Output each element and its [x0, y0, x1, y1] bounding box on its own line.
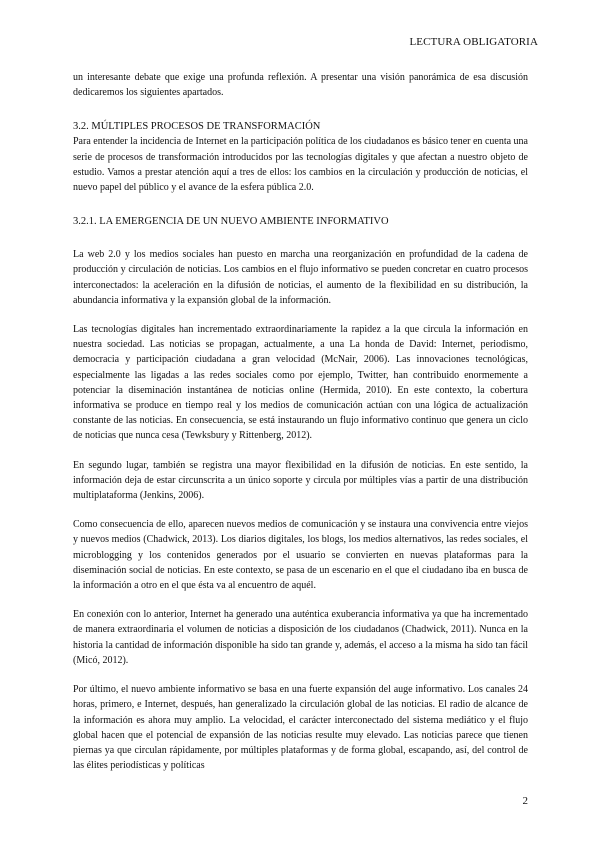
intro-paragraph: un interesante debate que exige una profunda reflexión. A presentar una visión panorámica de esa discusión dedicaremos los siguientes apartados. [73, 72, 528, 99]
section-paragraph: Para entender la incidencia de Internet en la participación política de los ciudadanos es básico tener en cuenta una serie de procesos de transformación introducidos por las tecnologías digitales y que afectan a nuestro objeto de estudio. Vamos a prestar atención aquí a tres de ellos: los cambios en la circulación y producción de noticias, el nuevo papel del público y el avance de la esfera pública 2.0. [73, 136, 528, 194]
running-header: LECTURA OBLIGATORIA [409, 36, 538, 48]
body-paragraph: En segundo lugar, también se registra una mayor flexibilidad en la difusión de noticias. En este sentido, la información deja de estar circunscrita a un único soporte y circula por múltiples vías a partir de una distribución multiplataforma (Jenkins, 2006). [73, 459, 528, 502]
section-heading: 3.2. MÚLTIPLES PROCESOS DE TRANSFORMACIÓN [73, 121, 321, 133]
body-paragraph: Como consecuencia de ello, aparecen nuevos medios de comunicación y se instaura una convivencia entre viejos y nuevos medios (Chadwick, 2013). Los diarios digitales, los blogs, los medios alternativos, las redes sociales, el microblogging y los contenidos generados por el usuario se convierten en nuevas plataformas para la diseminación social de noticias. En este contexto, se pasa de un escenario en el que el ciudadano iba en busca de la información a otro en el que ésta va al encuentro de aquél. [73, 519, 528, 592]
body-paragraph: Las tecnologías digitales han incrementado extraordinariamente la rapidez a la que circula la información en nuestra sociedad. Las noticias se propagan, actualmente, a una La honda de David: Internet, periodismo, democracia y participación ciudadana a gran velocidad (McNair, 2006). Las innovaciones tecnológicas, especialmente las ligadas a las redes sociales como por ejemplo, Twitter, han contribuido enormemente a potenciar la diseminación instantánea de noticias online (Hermida, 2010). En este contexto, la cobertura informativa se produce en tiempo real y los medios de comunicación actúan con una lógica de actualización constante de las noticias. En consecuencia, se está instaurando un flujo informativo continuo que genera un ciclo de noticias que nunca cesa (Tewksbury y Rittenberg, 2012). [73, 324, 528, 442]
body-paragraph: La web 2.0 y los medios sociales han puesto en marcha una reorganización en profundidad de la cadena de producción y circulación de noticias. Los cambios en el flujo informativo se pueden concretar en cuatro procesos interconectados: la aceleración en la difusión de noticias, el aumento de la flexibilidad en su distribución, la abundancia informativa y la expansión global de la información. [73, 249, 528, 306]
subsection-heading: 3.2.1. LA EMERGENCIA DE UN NUEVO AMBIENTE INFORMATIVO [73, 216, 389, 228]
page-number: 2 [522, 795, 528, 807]
body-paragraph: Por último, el nuevo ambiente informativo se basa en una fuerte expansión del auge informativo. Los canales 24 horas, primero, e Internet, después, han generalizado la circulación global de las noticias. El radio de alcance de la información es ahora muy amplio. La velocidad, el carácter interconectado del sistema mediático y el flujo global hacen que el potencial de expansión de las noticias resulte muy elevado. Las noticias parece que tienen piernas ya que circulan rápidamente, por múltiples plataformas y de forma global, escapando, así, del control de las élites periodísticas y políticas [73, 684, 528, 772]
document-body [73, 70, 528, 787]
body-paragraph: En conexión con lo anterior, Internet ha generado una auténtica exuberancia informativa ya que ha incrementado de manera extraordinaria el volumen de noticias a disposición de los ciudadanos (Chadwick, 2011). Nunca en la historia la cantidad de información disponible ha sido tan grande y, además, el acceso a la misma ha sido tan fácil (Micó, 2012). [73, 609, 528, 666]
